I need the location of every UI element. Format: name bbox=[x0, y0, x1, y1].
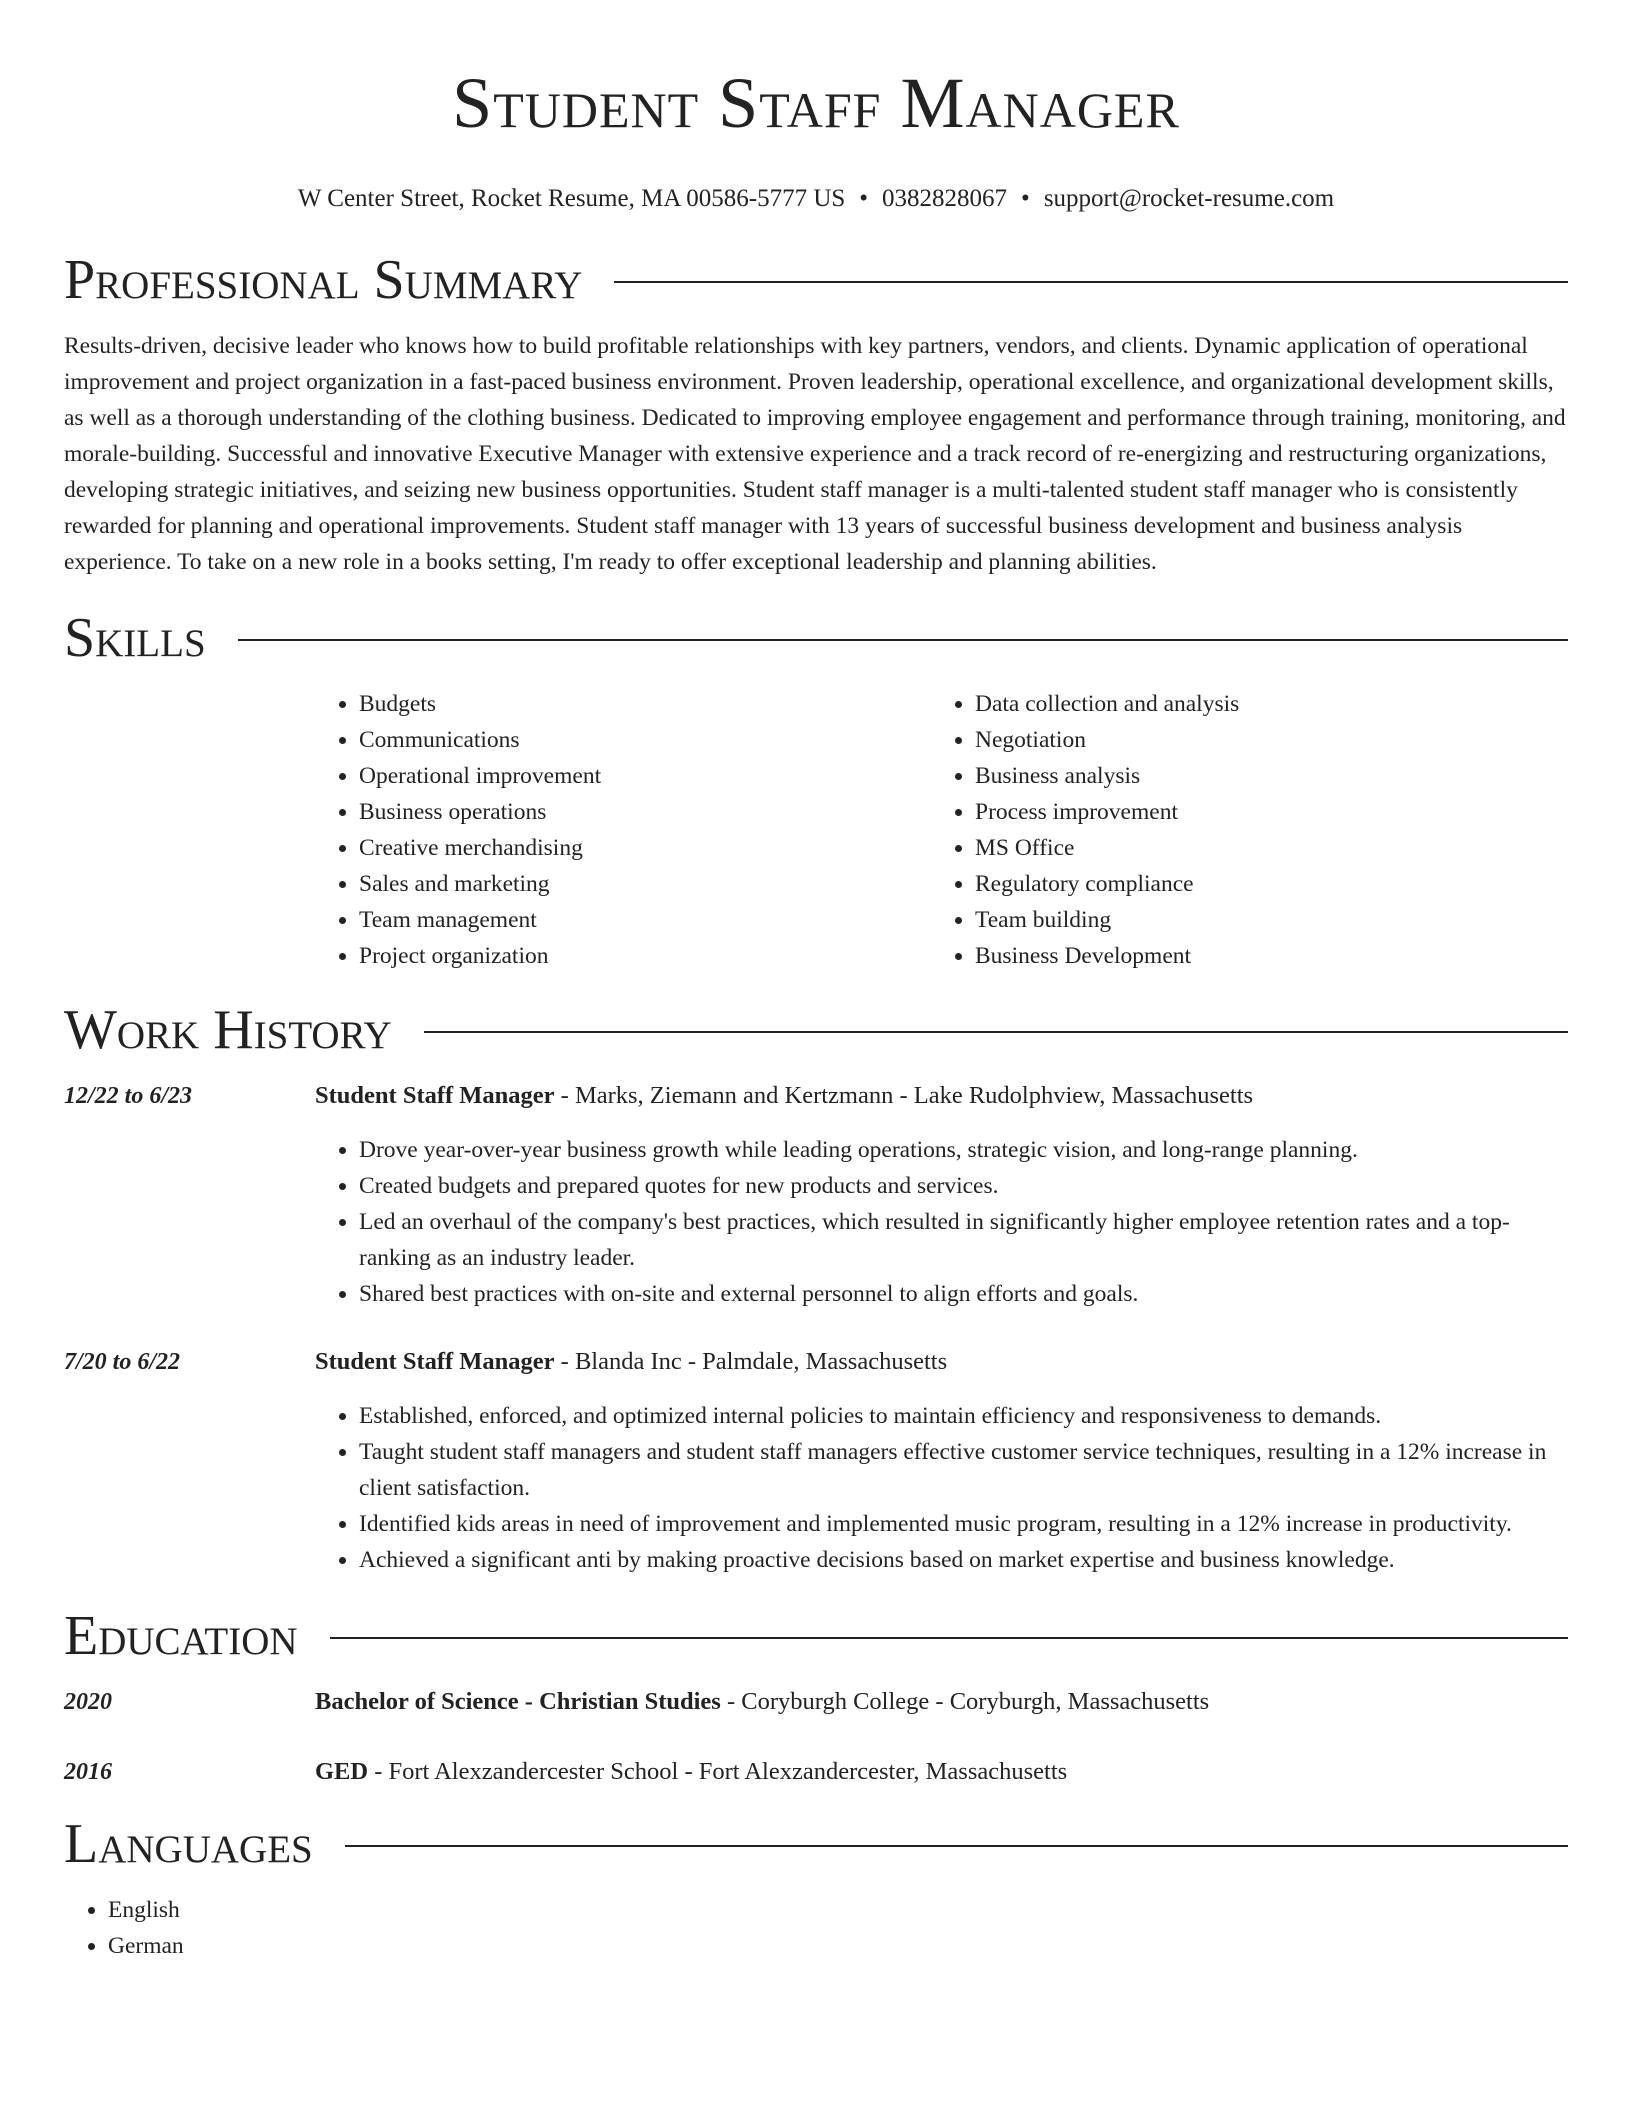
job-bullets bbox=[315, 1132, 1568, 1312]
skill-item: • Data collection and analysis bbox=[975, 686, 1547, 722]
job-role: Student Staff Manager bbox=[315, 1348, 555, 1375]
skill-item: • Business operations bbox=[359, 794, 931, 830]
skills-column-left bbox=[315, 686, 931, 974]
job-date: 12/22 to 6/23 bbox=[64, 1083, 193, 1109]
job-bullet: • Created budgets and prepared quotes for new products and services. bbox=[359, 1168, 1568, 1204]
education-heading bbox=[315, 1684, 1209, 1720]
job-date: 7/20 to 6/22 bbox=[64, 1349, 181, 1375]
skill-item: • Team building bbox=[975, 902, 1547, 938]
job-details: - Blanda Inc - Palmdale, Massachusetts bbox=[554, 1348, 948, 1375]
section-divider bbox=[345, 1845, 1568, 1847]
job-bullet: • Drove year-over-year business growth while leading operations, strategic vision, and long-range planning. bbox=[359, 1132, 1568, 1168]
education-details: - Fort Alexzandercester School - Fort Alexzandercester, Massachusetts bbox=[368, 1758, 1068, 1785]
job-bullet: • Achieved a significant anti by making proactive decisions based on market expertise and business knowledge. bbox=[359, 1542, 1568, 1578]
contact-separator: • bbox=[859, 185, 869, 212]
skill-item: • Process improvement bbox=[975, 794, 1547, 830]
education-degree: Bachelor of Science - Christian Studies bbox=[315, 1688, 721, 1715]
contact-email: support@rocket-resume.com bbox=[1043, 185, 1335, 212]
section-divider bbox=[330, 1637, 1568, 1639]
job-entry bbox=[64, 1344, 1568, 1578]
skills-section-header bbox=[64, 606, 1568, 670]
summary-title: Professional Summary bbox=[64, 249, 583, 311]
skill-item: • Operational improvement bbox=[359, 758, 931, 794]
job-bullet: • Led an overhaul of the company's best practices, which resulted in significantly higher employee retention rates and a top-ranking as an industry leader. bbox=[359, 1204, 1568, 1276]
education-section-header bbox=[64, 1604, 1568, 1668]
contact-address: W Center Street, Rocket Resume, MA 00586-5777 US bbox=[297, 185, 846, 212]
job-entry bbox=[64, 1078, 1568, 1312]
work-title: Work History bbox=[64, 999, 392, 1061]
job-heading bbox=[315, 1078, 1568, 1114]
job-bullet: • Identified kids areas in need of improvement and implemented music program, resulting in a 12% increase in productivity. bbox=[359, 1506, 1568, 1542]
section-divider bbox=[614, 281, 1568, 283]
resume-name: Student Staff Manager bbox=[452, 63, 1180, 143]
job-bullets bbox=[315, 1398, 1568, 1578]
skill-item: • Team management bbox=[359, 902, 931, 938]
job-role: Student Staff Manager bbox=[315, 1082, 555, 1109]
skills-title: Skills bbox=[64, 607, 206, 669]
skills-column-right bbox=[931, 686, 1547, 974]
skill-item: • Budgets bbox=[359, 686, 931, 722]
skill-item: • Communications bbox=[359, 722, 931, 758]
education-date: 2016 bbox=[64, 1759, 112, 1785]
skill-item: • Regulatory compliance bbox=[975, 866, 1547, 902]
skill-item: • MS Office bbox=[975, 830, 1547, 866]
job-bullet: • Established, enforced, and optimized internal policies to maintain efficiency and responsiveness to demands. bbox=[359, 1398, 1568, 1434]
language-item: • English bbox=[108, 1892, 1568, 1928]
section-divider bbox=[424, 1031, 1568, 1033]
education-title: Education bbox=[64, 1605, 298, 1667]
skill-item: • Creative merchandising bbox=[359, 830, 931, 866]
section-divider bbox=[238, 639, 1568, 641]
job-body bbox=[315, 1344, 1568, 1578]
education-degree: GED bbox=[315, 1758, 369, 1785]
contact-separator: • bbox=[1021, 185, 1030, 212]
summary-section-header bbox=[64, 248, 1568, 312]
skills-list bbox=[315, 686, 1568, 974]
languages-list bbox=[64, 1892, 1568, 1964]
skill-item: • Sales and marketing bbox=[359, 866, 931, 902]
languages-section-header bbox=[64, 1812, 1568, 1876]
contact-phone: 0382828067 bbox=[882, 185, 1008, 212]
language-item: • German bbox=[108, 1928, 1568, 1964]
languages-title: Languages bbox=[64, 1813, 313, 1875]
job-details: - Marks, Ziemann and Kertzmann - Lake Rudolphview, Massachusetts bbox=[554, 1082, 1254, 1109]
skill-item: • Project organization bbox=[359, 938, 931, 974]
skill-item: • Negotiation bbox=[975, 722, 1547, 758]
contact-line bbox=[64, 182, 1568, 216]
education-details: - Coryburgh College - Coryburgh, Massachusetts bbox=[720, 1688, 1210, 1715]
summary-text: Results-driven, decisive leader who knows how to build profitable relationships with key partners, vendors, and clients. Dynamic application of operational improvement and project organization in a fast-paced business environment. Proven leadership, operational excellence, and organizational development skills, as well as a thorough understanding of the clothing business. Dedicated to improving employee engagement and performance through training, monitoring, and morale-building. Successful and innovative Executive Manager with extensive experience and a track record of re-energizing and restructuring organizations, developing strategic initiatives, and seizing new business opportunities. Student staff manager is a multi-talented student staff manager who is consistently rewarded for planning and operational improvements. Student staff manager with 13 years of successful business development and business analysis experience. To take on a new role in a books setting, I'm ready to offer exceptional leadership and planning abilities. bbox=[64, 333, 1566, 575]
education-entry bbox=[64, 1684, 1568, 1720]
education-heading bbox=[315, 1754, 1067, 1790]
job-bullet: • Taught student staff managers and student staff managers effective customer service techniques, resulting in a 12% increase in client satisfaction. bbox=[359, 1434, 1568, 1506]
education-date: 2020 bbox=[64, 1689, 112, 1715]
job-heading bbox=[315, 1344, 1568, 1380]
skill-item: • Business analysis bbox=[975, 758, 1547, 794]
skill-item: • Business Development bbox=[975, 938, 1547, 974]
work-section-header bbox=[64, 998, 1568, 1062]
job-bullet: • Shared best practices with on-site and external personnel to align efforts and goals. bbox=[359, 1276, 1568, 1312]
job-body bbox=[315, 1078, 1568, 1312]
education-entry bbox=[64, 1754, 1568, 1790]
